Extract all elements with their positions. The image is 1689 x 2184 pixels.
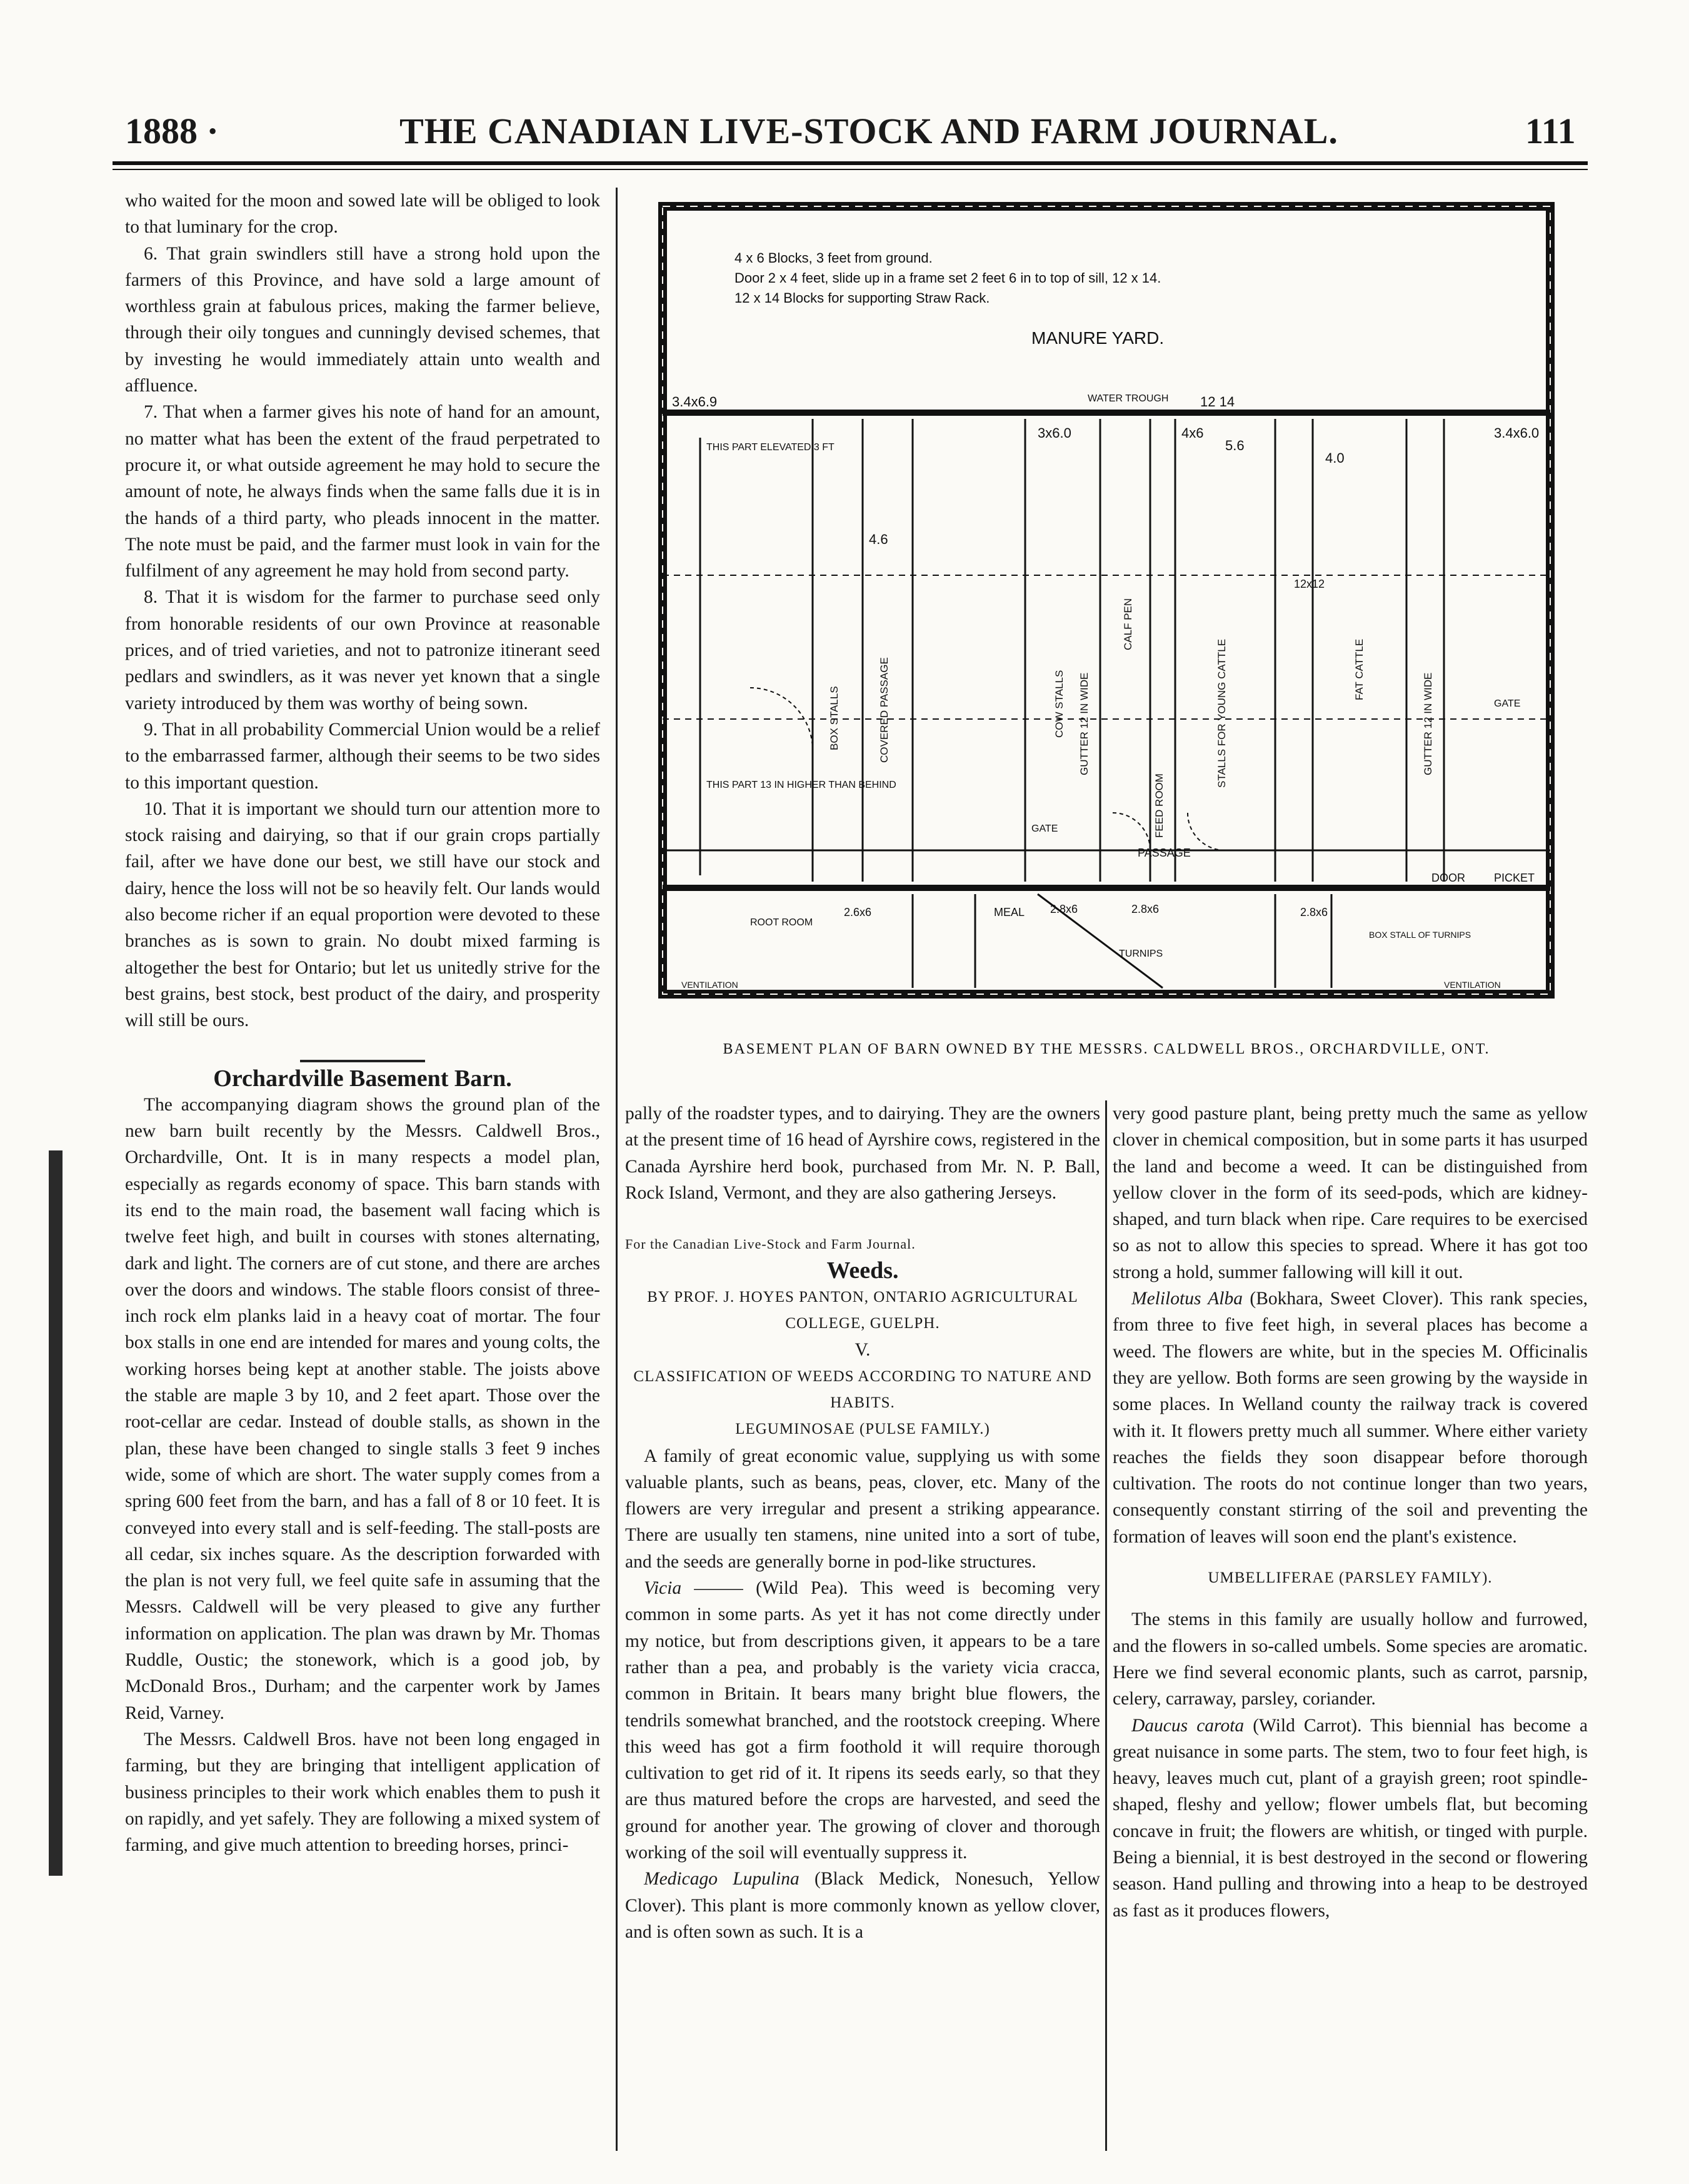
calf-pen-label: CALF PEN <box>1122 598 1134 650</box>
higher-label: THIS PART 13 IN HIGHER THAN BEHIND <box>706 780 896 790</box>
plan-note: 12 x 14 Blocks for supporting Straw Rack. <box>734 290 990 306</box>
paragraph: A family of great economic value, supplying us with some valuable plants, such as beans, peas, clover, etc. Many of the flowers are very irregular and present a striking appearance. There are usually ten stamens, nine united into a sort of tube, and the seeds are generally borne in pod-like structures. <box>625 1446 1100 1572</box>
grid-label: 12x12 <box>1294 578 1325 590</box>
paragraph: who waited for the moon and sowed late will be obliged to look to that luminary for the crop. <box>125 191 600 238</box>
meal-label: MEAL <box>994 906 1025 918</box>
paragraph: The stems in this family are usually hollow and furrowed, and the flowers in so-called umbels. Some species are aromatic. Here we find several economic plants, such as carrot, parsnip, celery, carraway, parsley, coriander. <box>1113 1609 1588 1709</box>
section-number: V. <box>855 1340 871 1361</box>
header-rule-thin <box>113 169 1588 170</box>
plan-note: Door 2 x 4 feet, slide up in a frame set 2 feet 6 in to top of sill, 12 x 14. <box>734 270 1161 286</box>
plan-note: 4 x 6 Blocks, 3 feet from ground. <box>734 250 933 266</box>
paragraph <box>1113 1713 1588 1924</box>
dimension-label: 3.4x6.0 <box>1494 425 1540 441</box>
paragraph: 10. That it is important we should turn our attention more to stock raising and dairying, so that if our grain crops partially fail, after we have done our best, we still have our stock and dairy, hence the loss will not be so heavily felt. Our lands would also become richer if an equal proportion were devoted to these branches as is sown to grain. No doubt mixed farming is altogether the best for Ontario; but let us unitedly strive for the best grains, best stock, best product of the dairy, and prosperity will still be ours. <box>125 798 600 1031</box>
ventilation-label: VENTILATION <box>1444 980 1501 990</box>
ventilation-label: VENTILATION <box>681 980 738 990</box>
young-cattle-label: STALLS FOR YOUNG CATTLE <box>1216 638 1228 788</box>
cow-stalls-label: COW STALLS <box>1053 670 1065 738</box>
species-text: (Wild Carrot). This biennial has become a great nuisance in some parts. The stem, two to four feet high, is heavy, leaves much cut, plant of a grayish green; root spindle-shaped, fleshy and yellow; flower umbels flat, but becoming concave in fruit; the flowers are whitish, or tinged with purple. Being a biennial, it is best destroyed in the second or flowering season. Hand pulling and throwing into a heap to be destroyed as fast as it produces flowers, <box>1113 1715 1588 1921</box>
paragraph: pally of the roadster types, and to dairying. They are the owners at the present time of 16 head of Ayrshire cows, registered in the Canada Ayrshire herd book, purchased from Mr. N. P. Ball, Rock Island, Vermont, and they are also gathering Jerseys. <box>625 1104 1100 1203</box>
species-name: Medicago Lupulina <box>644 1869 799 1890</box>
fat-cattle-label: FAT CATTLE <box>1353 638 1365 700</box>
header-rule-thick <box>113 161 1588 165</box>
byline: BY PROF. J. HOYES PANTON, ONTARIO AGRICULTURAL COLLEGE, GUELPH. <box>647 1288 1078 1332</box>
dimension-label: 4.0 <box>1325 450 1345 466</box>
page-year: 1888 · <box>125 111 219 151</box>
dimension-label: 2.6x6 <box>844 906 872 918</box>
dimension-label: 4.6 <box>869 531 888 547</box>
paragraph: 8. That it is wisdom for the farmer to purchase seed only from honorable residents of our own Province at reasonable prices, and of tried varieties, and not to patronize itinerant seed pedlars and swindlers, as it was never yet known that a single variety introduced by them was worthy of being sown. <box>125 587 600 713</box>
paragraph <box>625 1575 1100 1866</box>
weeds-heading: Weeds. <box>826 1257 899 1284</box>
paragraph: 6. That grain swindlers still have a strong hold upon the farmers of this Province, and have sold a large amount of worthless grain at fabulous prices, making the farmer believe, through their oily tongues and cunningly devised schemes, that by investing he would immediately attain unto wealth and affluence. <box>125 243 600 396</box>
gate-label: GATE <box>1494 698 1521 709</box>
passage-label: PASSAGE <box>1138 847 1191 859</box>
section-ornament <box>125 1047 600 1065</box>
species-name: Vicia ——— <box>644 1578 743 1599</box>
column-rule <box>616 188 618 2151</box>
box-stalls-label: BOX STALLS <box>828 686 840 750</box>
species-text: (Bokhara, Sweet Clover). This rank species, from three to five feet high, in several places has become a weed. The flowers are white, but in the species M. Officinalis they are yellow. Both forms are seen growing by the wayside in some places. In Welland county the railway track is covered with it. It flowers pretty much all summer. Where either variety reaches the fields they soon disappear before thorough cultivation. The roots do not continue longer than two years, consequently constant stirring of the soil and preventing the formation of leaves will soon end the plant's existence. <box>1113 1289 1588 1547</box>
paragraph: The accompanying diagram shows the ground plan of the new barn built recently by the Messrs. Caldwell Bros., Orchardville, Ont. It is in many respects a model plan, especially as regards economy of space. This barn stands with its end to the main road, the basement wall facing which is twelve feet high, and built in courses with stones alternating, dark and light. The corners are of cut stone, and there are arches over the doors and windows. The stable floors consist of three-inch rock elm planks laid in a heavy coat of mortar. The four box stalls in one end are intended for mares and young colts, the working horses being kept at another stable. The joists above the stable are maple 3 by 10, and 2 feet apart. Those over the root-cellar are cedar. Instead of double stalls, as shown in the plan, these have been changed to single stalls 3 feet 9 inches wide, some of which are short. The water supply comes from a spring 600 feet from the barn, and has a fall of 8 or 10 feet. It is conveyed into every stall and is self-feeding. The stall-posts are all cedar, six inches square. As the description forwarded with the plan is not very full, we feel quite safe in assuming that the Messrs. Caldwell will be very pleased to give any further information on application. The plan was drawn by Mr. Thomas Ruddle, Oustic; the stonework, which is a good job, by McDonald Bros., Durham; and the carpenter work by James Reid, Varney. <box>125 1094 600 1723</box>
root-room-label: ROOT ROOM <box>750 917 813 928</box>
paragraph <box>625 1866 1100 1945</box>
turnips-label: TURNIPS <box>1119 949 1163 959</box>
dimension-label: 2.8x6 <box>1050 903 1078 915</box>
paragraph: 9. That in all probability Commercial Union would be a relief to the embarrassed farmer, although their seems to be two sides to this important question. <box>125 719 600 793</box>
paragraph: The Messrs. Caldwell Bros. have not been long engaged in farming, but they are bringing that intelligent application of business principles to their work which enables them to push it on rapidly, and yet safely. They are following a mixed system of farming, and give much attention to breeding horses, princi- <box>125 1729 600 1856</box>
for-line: For the Canadian Live-Stock and Farm Journal. <box>625 1236 916 1252</box>
left-column <box>125 188 600 1858</box>
column-rule <box>1105 1100 1107 2151</box>
gate-label: GATE <box>1031 823 1058 834</box>
outer-wall <box>663 206 1550 994</box>
classification-heading: CLASSIFICATION OF WEEDS ACCORDING TO NATURE AND HABITS. <box>633 1367 1092 1411</box>
dimension-label: 2.8x6 <box>1131 903 1160 915</box>
dimension-label: 3x6.0 <box>1038 425 1071 441</box>
family-heading: UMBELLIFERAE (PARSLEY FAMILY). <box>1208 1569 1493 1587</box>
page-number: 111 <box>1525 111 1576 151</box>
paragraph: 7. That when a farmer gives his note of hand for an amount, no matter what has been the extent of the fraud perpetrated to procure it, or what outside agreement he may hold to secure the amount of note, he always finds when the same falls due it is in the hands of a third party, who pleads innocent in the matter. The note must be paid, and the farmer must look in vain for the fulfilment of any agreement he may hold from second party. <box>125 402 600 581</box>
feed-room-label: FEED ROOM <box>1153 773 1165 838</box>
plan-caption: BASEMENT PLAN OF BARN OWNED BY THE MESSRS. CALDWELL BROS., ORCHARDVILLE, ONT. <box>723 1041 1490 1057</box>
dimension-label: 12 14 <box>1200 394 1235 410</box>
paragraph: very good pasture plant, being pretty much the same as yellow clover in chemical composition, but in some parts it has usurped the land and become a weed. It can be distinguished from yellow clover in the form of its seed-pods, which are kidney-shaped, and turn black when ripe. Care requires to be exercised so as not to allow this species to spread. Where it has got too strong a hold, summer fallowing will kill it out. <box>1113 1104 1588 1282</box>
covered-passage-label: COVERED PASSAGE <box>878 657 890 763</box>
gutter-label: GUTTER 12 IN WIDE <box>1422 672 1434 775</box>
dimension-label: 3.4x6.9 <box>672 394 718 410</box>
gutter-label: GUTTER 12 IN WIDE <box>1078 672 1090 775</box>
box-turnips-label: BOX STALL OF TURNIPS <box>1369 930 1471 940</box>
middle-column <box>625 1100 1100 1945</box>
family-heading: LEGUMINOSAE (PULSE FAMILY.) <box>735 1421 990 1438</box>
species-name: Melilotus Alba <box>1131 1289 1243 1309</box>
article-heading: Orchardville Basement Barn. <box>213 1065 512 1092</box>
barn-plan <box>625 188 1588 1063</box>
scan-edge-mark <box>49 1150 63 1876</box>
species-name: Daucus carota <box>1131 1715 1245 1736</box>
elevated-label: THIS PART ELEVATED 3 FT <box>706 442 834 453</box>
trough-label: WATER TROUGH <box>1088 393 1169 404</box>
dimension-label: 4x6 <box>1181 425 1204 441</box>
species-text: (Wild Pea). This weed is becoming very common in some parts. As yet it has not come directly under my notice, but from descriptions given, it appears to be a tare rather than a pea, and probably is the variety vicia cracca, common in Britain. It bears many bright blue flowers, the tendrils somewhat branched, and the rootstock creeping. Where this weed has got a firm foothold it will require thorough cultivation to get rid of it. It ripens its seeds early, so that they are thus matured before the crops are harvested, and seed the ground for another year. The growing of clover and thorough working of the soil will eventually suppress it. <box>625 1578 1100 1863</box>
journal-title: THE CANADIAN LIVE-STOCK AND FARM JOURNAL. <box>399 111 1338 151</box>
dimension-label: 2.8x6 <box>1300 906 1328 918</box>
right-column <box>1113 1100 1588 1924</box>
picket-label: PICKET <box>1494 872 1535 884</box>
paragraph <box>1113 1286 1588 1550</box>
manure-yard-label: MANURE YARD. <box>1031 328 1165 348</box>
dimension-label: 5.6 <box>1225 438 1245 453</box>
species-text: (Black Medick, Nonesuch, Yellow Clover). This plant is more commonly known as yellow clover, and is often sown as such. It is a <box>625 1869 1100 1942</box>
door-label: DOOR <box>1431 872 1465 884</box>
